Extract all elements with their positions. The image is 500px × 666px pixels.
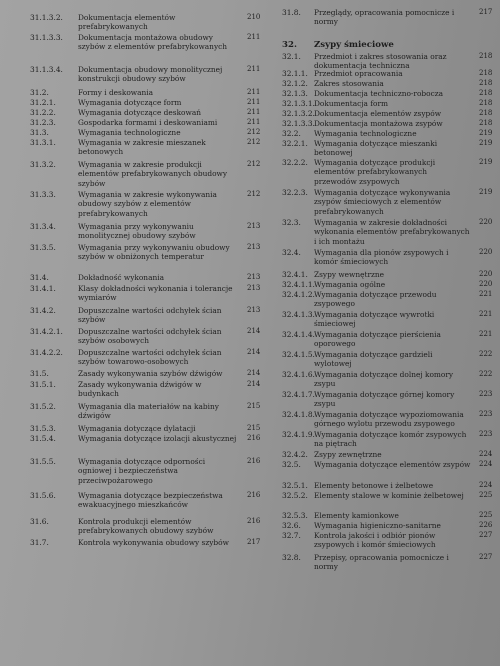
toc-entry-page-number: 218 [479,99,493,107]
toc-entry-number: 32.4. [282,248,301,257]
toc-entry-number: 32.4.1.2. [282,290,315,299]
toc-entry-number: 31.2.1. [30,98,56,107]
toc-entry-number: 31.3.1. [30,138,56,147]
toc-entry-page-number: 212 [247,128,261,136]
toc-entry-title: Wymagania technologiczne [78,128,181,137]
toc-entry-title: Wymagania dotyczące komór zsypowych na piętrach [314,430,467,449]
toc-entry-page-number: 211 [247,98,261,106]
toc-entry-page-number: 213 [247,306,261,314]
toc-entry-page-number: 225 [479,491,493,499]
toc-entry-page-number: 223 [479,430,493,438]
toc-entry-title: Wymagania w zakresie produkcji elementów prefabrykowanych obudowy szybów [78,160,228,188]
toc-entry-page-number: 212 [247,190,261,198]
toc-entry-number: 31.2. [30,88,49,97]
toc-entry-title: Dokumentacja montażowa zsypów [314,119,443,128]
toc-entry-title: Wymagania dotyczące produkcji elementów prefabrykowanych przewodów zsypowych [314,158,436,186]
toc-entry-page-number: 213 [247,273,261,281]
toc-entry-title: Dokumentacja techniczno-robocza [314,89,444,98]
toc-entry-number: 31.4.2. [30,306,56,315]
toc-entry-title: Wymagania dla materiałów na kabiny dźwigów [78,402,219,421]
toc-entry-page-number: 212 [247,160,261,168]
toc-entry-number: 32.1.3.2. [282,109,315,118]
toc-entry-page-number: 215 [247,402,261,410]
toc-entry-page-number: 216 [247,491,261,499]
toc-entry-number: 32.2.3. [282,188,308,197]
toc-entry-title: Dokumentacja obudowy monolitycznej konstrukcji obudowy szybów [78,65,223,84]
toc-entry-title: Wymagania przy wykonywaniu monolitycznej obudowy szybów [78,222,196,241]
toc-entry-number: 31.4.1. [30,284,56,293]
toc-entry-title: Dokumentacja elementów prefabrykowanych [78,13,176,32]
toc-entry-number: 32.4.1.3. [282,310,315,319]
toc-entry-number: 32.2.1. [282,139,308,148]
toc-entry-number: 31.3.4. [30,222,56,231]
toc-entry-title: Wymagania dotyczące pierścienia oporowego [314,330,441,349]
toc-entry-title: Przedmiot i zakres stosowania oraz dokumentacja techniczna [314,52,447,71]
toc-entry-number: 31.5.3. [30,424,56,433]
toc-entry-number: 32.4.1.1. [282,280,315,289]
toc-entry-title: Wymagania przy wykonywaniu obudowy szybów w obniżonych temperatur [78,243,230,262]
toc-entry-number: 31.4.2.2. [30,348,63,357]
toc-entry-title: Zasady wykonywania szybów dźwigów [78,369,223,378]
toc-entry-number: 32.4.1.9. [282,430,315,439]
toc-entry-number: 31.2.2. [30,108,56,117]
toc-entry-page-number: 216 [247,457,261,465]
toc-entry-page-number: 211 [247,118,261,126]
toc-entry-page-number: 214 [247,348,261,356]
toc-entry-page-number: 226 [479,521,493,529]
toc-entry-number: 32.7. [282,531,301,540]
toc-entry-number: 32.5.3. [282,511,308,520]
toc-entry-page-number: 220 [479,248,493,256]
toc-entry-page-number: 222 [479,350,493,358]
toc-entry-number: 32.1.3.3. [282,119,315,128]
toc-entry-title: Elementy betonowe i żelbetowe [314,481,434,490]
toc-entry-number: 32.1.1. [282,69,308,78]
toc-entry-title: Wymagania dotyczące izolacji akustycznej [78,434,237,443]
toc-entry-title: Kontrola jakości i odbiór pionów zsypowych i komór śmieciowych [314,531,436,550]
toc-entry-page-number: 224 [479,481,493,489]
toc-entry-number: 31.8. [282,8,301,17]
toc-entry-number: 31.4.2.1. [30,327,63,336]
toc-entry-page-number: 220 [479,280,493,288]
toc-entry-title: Wymagania dotyczące elementów zsypów [314,460,471,469]
toc-entry-page-number: 213 [247,222,261,230]
toc-entry-number: 31.1.3.2. [30,13,63,22]
toc-entry-title: Dokładność wykonania [78,273,165,282]
toc-entry-page-number: 222 [479,370,493,378]
toc-entry-page-number: 211 [247,88,261,96]
toc-entry-number: 32.2.2. [282,158,308,167]
toc-entry-title: Formy i deskowania [78,88,154,97]
toc-entry-number: 32.4.1. [282,270,308,279]
toc-entry-page-number: 218 [479,79,493,87]
toc-entry-title: Wymagania dla pionów zsypowych i komór śmieciowych [314,248,449,267]
toc-entry-page-number: 223 [479,390,493,398]
toc-entry-title: Dopuszczalne wartości odchyłek ścian szybów towarowo-osobowych [78,348,222,367]
toc-entry-page-number: 214 [247,369,261,377]
toc-entry-page-number: 213 [247,284,261,292]
toc-entry-number: 31.3.2. [30,160,56,169]
toc-entry-title: Zsypy wewnętrzne [314,270,385,279]
toc-entry-page-number: 212 [247,138,261,146]
toc-entry-title: Wymagania technologiczne [314,129,417,138]
toc-entry-title: Wymagania dotyczące wypoziomowania górnego wylotu przewodu zsypowego [314,410,464,429]
toc-entry-number: 32.1.2. [282,79,308,88]
toc-entry-title: Wymagania dotyczące dylatacji [78,424,196,433]
toc-entry-number: 32.1.3.1. [282,99,315,108]
toc-entry-title: Dopuszczalne wartości odchyłek ścian szybów [78,306,222,325]
toc-entry-title: Wymagania dotyczące odporności ogniowej i bezpieczeństwa przeciwpożarowego [78,457,206,485]
toc-entry-title: Zasady wykonywania dźwigów w budynkach [78,380,202,399]
toc-entry-page-number: 214 [247,327,261,335]
toc-entry-title: Wymagania dotyczące mieszanki betonowej [314,139,438,158]
toc-entry-page-number: 218 [479,52,493,60]
toc-entry-page-number: 216 [247,434,261,442]
toc-entry-title: Kontrola wykonywania obudowy szybów [78,538,229,547]
toc-entry-page-number: 221 [479,290,493,298]
toc-entry-title: Dokumentacja elementów zsypów [314,109,442,118]
toc-entry-title: Przepisy, opracowania pomocnicze i normy [314,553,449,572]
toc-entry-page-number: 220 [479,270,493,278]
toc-entry-number: 32.2. [282,129,301,138]
toc-entry-number: 32.1.3. [282,89,308,98]
toc-entry-page-number: 220 [479,218,493,226]
toc-entry-number: 31.5.4. [30,434,56,443]
toc-entry-number: 31.5.5. [30,457,56,466]
toc-entry-number: 32.4.1.8. [282,410,315,419]
toc-entry-number: 32.6. [282,521,301,530]
toc-entry-number: 32.1. [282,52,301,61]
toc-entry-title: Zsypy śmieciowe [314,40,394,50]
toc-entry-page-number: 219 [479,158,493,166]
toc-entry-page-number: 227 [479,531,493,539]
toc-entry-number: 32.8. [282,553,301,562]
toc-entry-page-number: 221 [479,330,493,338]
toc-entry-number: 31.3.5. [30,243,56,252]
toc-entry-page-number: 218 [479,69,493,77]
toc-entry-title: Wymagania dotyczące deskowań [78,108,201,117]
toc-entry-title: Wymagania w zakresie mieszanek betonowych [78,138,206,157]
toc-entry-page-number: 219 [479,188,493,196]
toc-entry-number: 32. [282,40,297,50]
toc-entry-page-number: 217 [247,538,261,546]
toc-entry-title: Wymagania ogólne [314,280,386,289]
toc-entry-title: Wymagania dotyczące dolnej komory zsypu [314,370,454,389]
toc-entry-title: Przeglądy, opracowania pomocnicze i normy [314,8,455,27]
toc-entry-number: 31.1.3.4. [30,65,63,74]
toc-entry-page-number: 227 [479,553,493,561]
toc-entry-page-number: 219 [479,129,493,137]
toc-entry-title: Wymagania w zakresie wykonywania obudowy szybów z elementów prefabrykowanych [78,190,217,218]
toc-entry-page-number: 211 [247,65,261,73]
toc-entry-title: Zakres stosowania [314,79,384,88]
toc-entry-title: Dokumentacja montażowa obudowy szybów z elementów prefabrykowanych [78,33,228,52]
toc-entry-page-number: 216 [247,517,261,525]
toc-entry-number: 32.5. [282,460,301,469]
toc-entry-page-number: 218 [479,119,493,127]
toc-entry-page-number: 218 [479,89,493,97]
toc-entry-title: Elementy kamionkowe [314,511,399,520]
toc-entry-number: 31.1.3.3. [30,33,63,42]
toc-entry-title: Wymagania dotyczące bezpieczeństwa ewakuacyjnego mieszkańców [78,491,223,510]
toc-entry-number: 32.4.1.7. [282,390,315,399]
toc-entry-number: 32.4.1.5. [282,350,315,359]
toc-entry-number: 31.5.1. [30,380,56,389]
toc-entry-title: Przedmiot opracowania [314,69,403,78]
toc-entry-number: 31.5. [30,369,49,378]
toc-entry-title: Wymagania dotyczące wykonywania zsypów śmieciowych z elementów prefabrykowanych [314,188,451,216]
toc-entry-page-number: 213 [247,243,261,251]
toc-entry-title: Dopuszczalne wartości odchyłek ścian szybów osobowych [78,327,222,346]
toc-entry-page-number: 211 [247,33,261,41]
toc-entry-title: Kontrola produkcji elementów prefabrykowanych obudowy szybów [78,517,214,536]
toc-entry-number: 32.5.2. [282,491,308,500]
toc-entry-number: 32.3. [282,218,301,227]
toc-entry-title: Wymagania w zakresie dokładności wykonania elementów prefabrykowanych i ich montażu [314,218,470,246]
toc-entry-number: 31.7. [30,538,49,547]
toc-entry-number: 32.4.1.6. [282,370,315,379]
toc-entry-page-number: 225 [479,511,493,519]
toc-entry-page-number: 211 [247,108,261,116]
toc-entry-number: 32.4.2. [282,450,308,459]
toc-entry-title: Wymagania dotyczące wywrotki śmieciowej [314,310,435,329]
toc-entry-number: 31.5.6. [30,491,56,500]
toc-entry-number: 32.4.1.4. [282,330,315,339]
toc-entry-title: Klasy dokładności wykonania i tolerancje wymiarów [78,284,233,303]
toc-entry-page-number: 210 [247,13,261,21]
toc-entry-title: Wymagania dotyczące przewodu zsypowego [314,290,437,309]
toc-entry-title: Wymagania dotyczące górnej komory zsypu [314,390,455,409]
toc-entry-title: Wymagania dotyczące form [78,98,182,107]
toc-entry-title: Zsypy zewnętrzne [314,450,382,459]
toc-entry-number: 31.3.3. [30,190,56,199]
toc-entry-number: 31.4. [30,273,49,282]
toc-entry-title: Wymagania dotyczące gardzieli wylotowej [314,350,433,369]
toc-entry-page-number: 217 [479,8,493,16]
toc-entry-number: 31.6. [30,517,49,526]
toc-entry-page-number: 223 [479,410,493,418]
toc-entry-title: Dokumentacja form [314,99,389,108]
toc-entry-page-number: 221 [479,310,493,318]
toc-entry-page-number: 218 [479,109,493,117]
toc-entry-title: Wymagania higieniczno-sanitarne [314,521,441,530]
toc-entry-number: 32.5.1. [282,481,308,490]
toc-entry-page-number: 215 [247,424,261,432]
toc-entry-page-number: 219 [479,139,493,147]
toc-entry-number: 31.5.2. [30,402,56,411]
toc-entry-title: Gospodarka formami i deskowaniami [78,118,218,127]
toc-entry-number: 31.2.3. [30,118,56,127]
toc-entry-page-number: 214 [247,380,261,388]
toc-entry-page-number: 224 [479,450,493,458]
toc-entry-title: Elementy stalowe w kominie żelbetowej [314,491,464,500]
toc-entry-number: 31.3. [30,128,49,137]
toc-entry-page-number: 224 [479,460,493,468]
